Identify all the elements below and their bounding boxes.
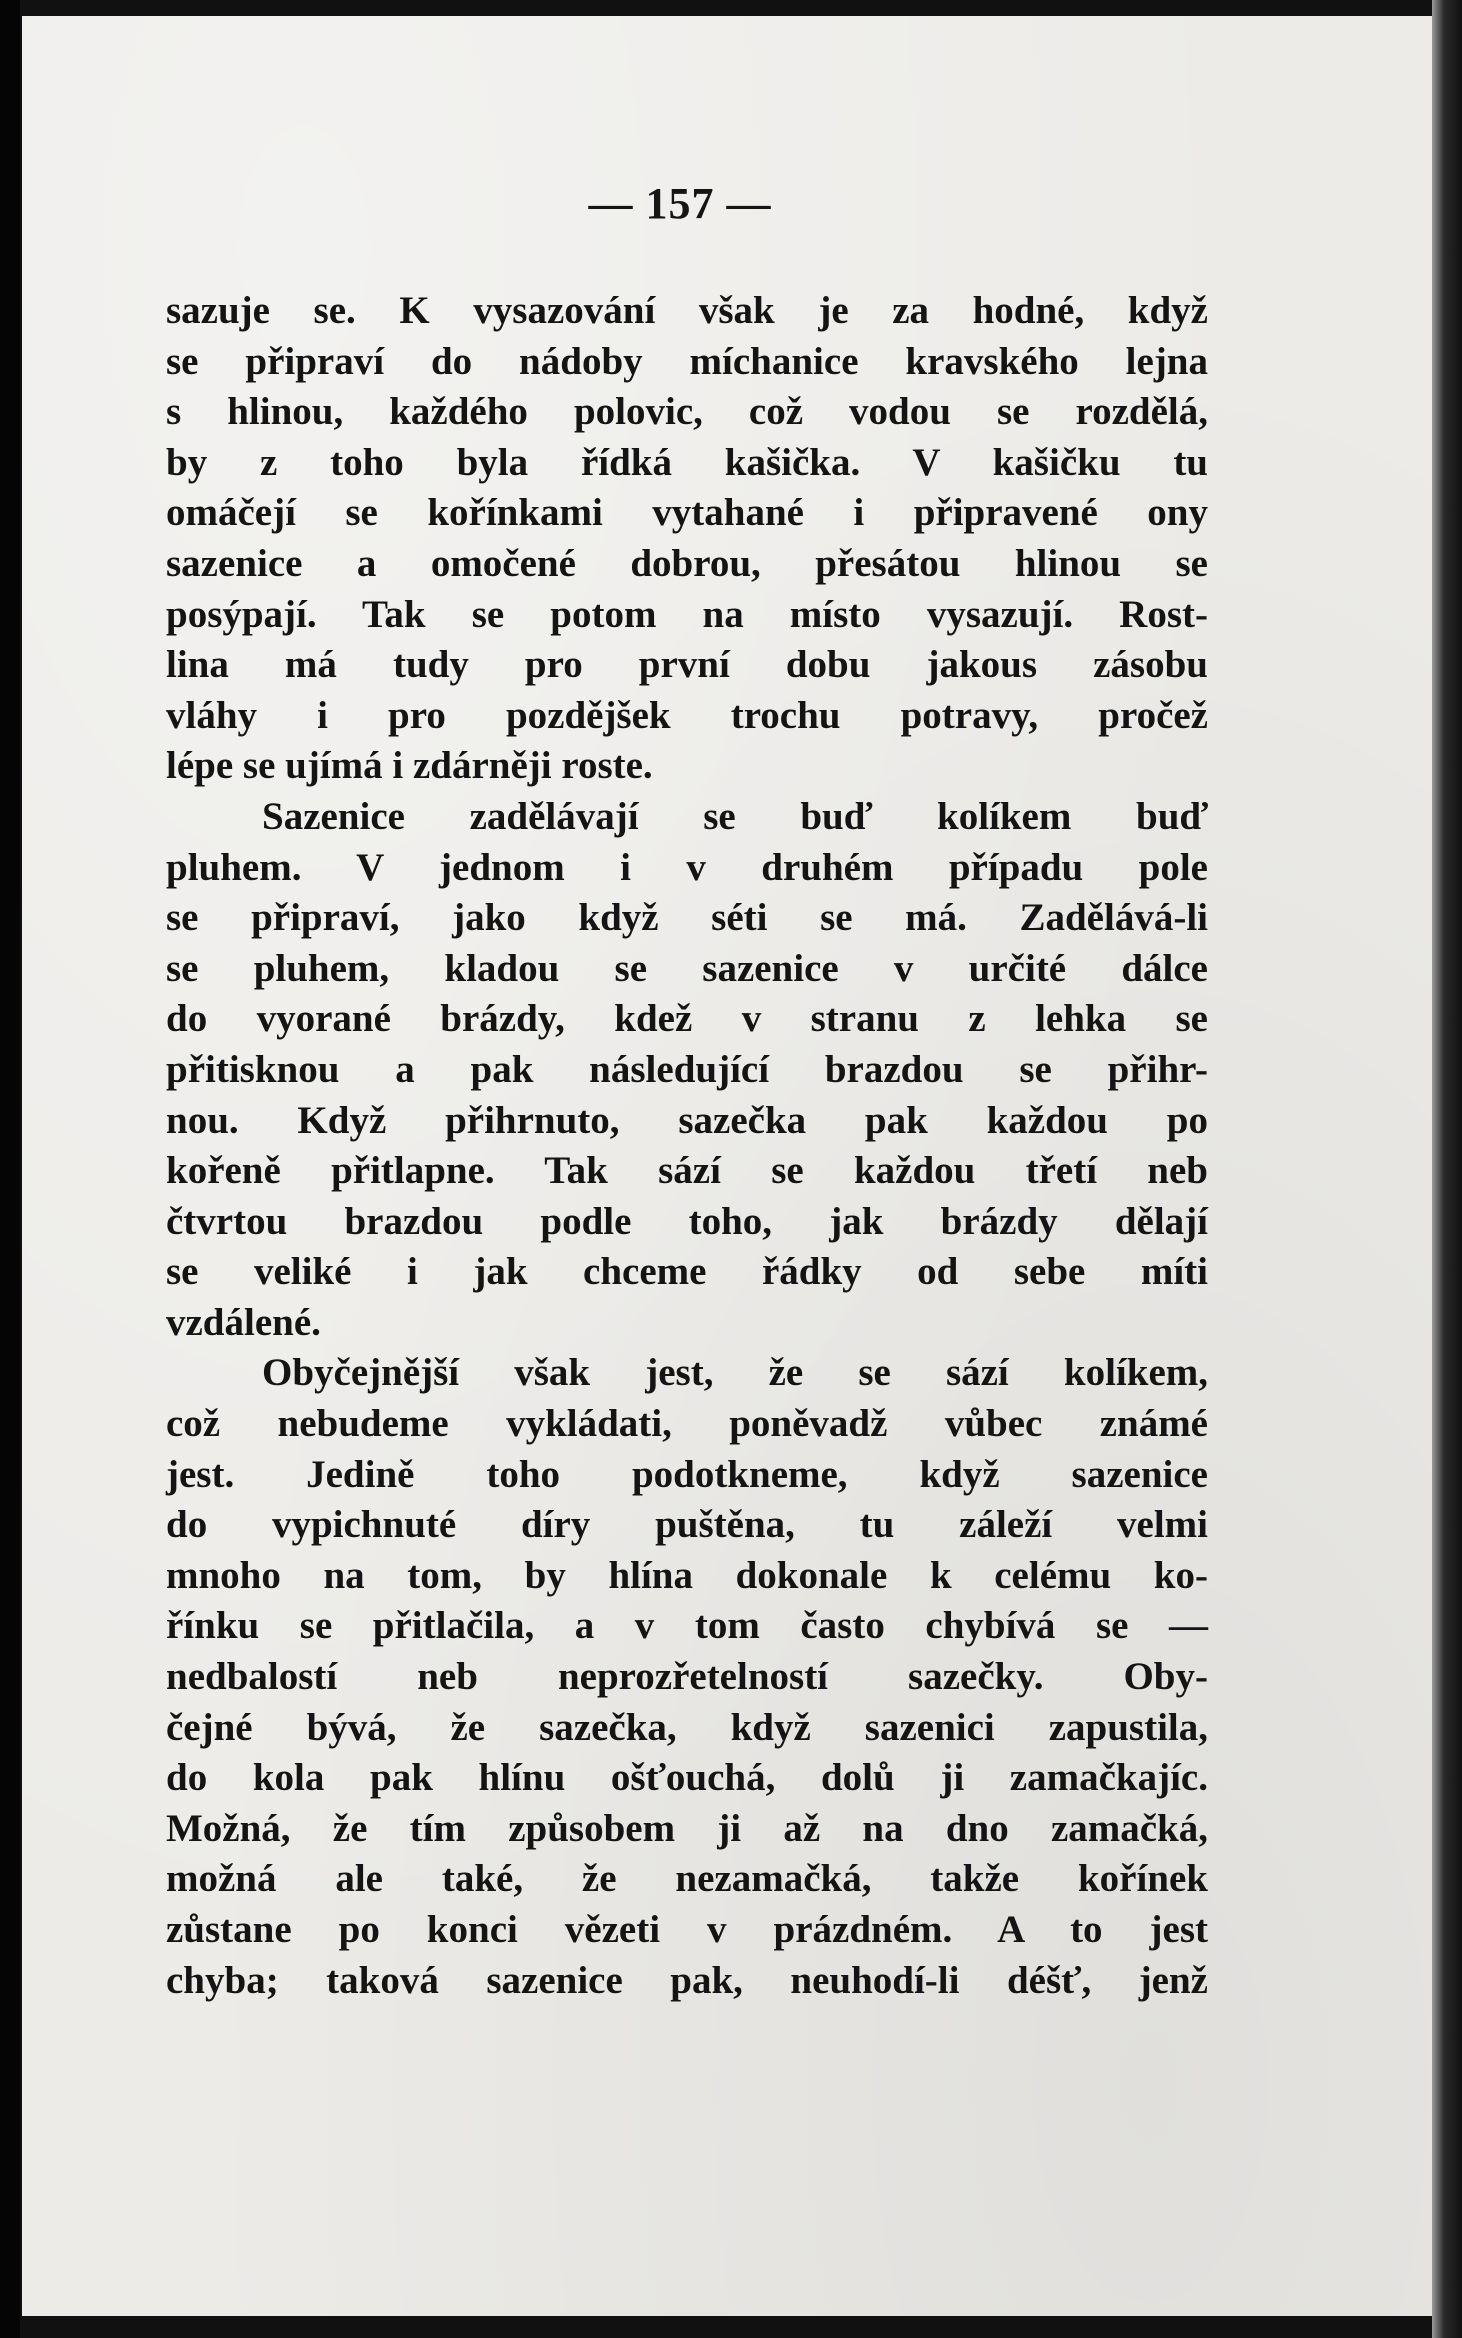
text-line: by z toho byla řídká kašička. V kašičku tu <box>166 440 1208 484</box>
text-line: pluhem. V jednom i v druhém případu pole <box>166 845 1208 889</box>
text-line: nedbalostí neb neprozřetelností sazečky. Oby- <box>166 1655 1208 1699</box>
text-line: lépe se ujímá i zdárněji roste. <box>166 744 653 788</box>
text-line: čejné bývá, že sazečka, když sazenici zapustila, <box>166 1705 1208 1749</box>
text-line: Obyčejnější však jest, že se sází kolíkem, <box>262 1351 1208 1395</box>
paragraph <box>166 1348 1208 2006</box>
text-line: vzdálené. <box>166 1300 321 1344</box>
text-line: s hlinou, každého polovic, což vodou se rozdělá, <box>166 390 1208 434</box>
text-line: mnoho na tom, by hlína dokonale k celému ko- <box>166 1553 1208 1597</box>
text-line: se veliké i jak chceme řádky od sebe míti <box>166 1250 1208 1294</box>
text-line: kořeně přitlapne. Tak sází se každou třetí neb <box>166 1149 1208 1193</box>
text-line: možná ale také, že nezamačká, takže kořínek <box>166 1857 1208 1901</box>
text-line: do vyorané brázdy, kdež v stranu z lehka se <box>166 997 1208 1041</box>
text-line: do vypichnuté díry puštěna, tu záleží velmi <box>166 1503 1208 1547</box>
text-line: do kola pak hlínu ošťouchá, dolů ji zamačkajíc. <box>166 1756 1208 1800</box>
text-line: se připraví, jako když séti se má. Zadělává-li <box>166 896 1208 940</box>
text-line: se pluhem, kladou se sazenice v určité dálce <box>166 946 1208 990</box>
text-line: čtvrtou brazdou podle toho, jak brázdy dělají <box>166 1199 1208 1243</box>
text-line: sazuje se. K vysazování však je za hodné, když <box>166 289 1208 332</box>
binding-shadow <box>0 0 20 2338</box>
text-line: omáčejí se kořínkami vytahané i připravené ony <box>166 491 1208 535</box>
text-line: posýpají. Tak se potom na místo vysazují. Rost- <box>166 592 1208 636</box>
text-line: sazenice a omočené dobrou, přesátou hlinou se <box>166 541 1208 585</box>
page-edge <box>1432 0 1462 2338</box>
text-line: nou. Když přihrnuto, sazečka pak každou po <box>166 1098 1208 1142</box>
paragraph <box>166 286 1208 792</box>
text-line: přitisknou a pak následující brazdou se přihr- <box>166 1047 1208 1091</box>
text-line: řínku se přitlačila, a v tom často chybívá se — <box>166 1604 1208 1648</box>
text-line: chyba; taková sazenice pak, neuhodí-li déšť, jenž <box>166 1958 1208 2002</box>
text-line: zůstane po konci vězeti v prázdném. A to jest <box>166 1908 1208 1951</box>
text-line: vláhy i pro pozdějšek trochu potravy, pročež <box>166 693 1208 737</box>
page-number: — 157 — <box>588 179 772 228</box>
text-line: Možná, že tím způsobem ji až na dno zamačká, <box>166 1806 1208 1850</box>
text-line: lina má tudy pro první dobu jakous zásobu <box>166 643 1208 687</box>
text-line: což nebudeme vykládati, poněvadž vůbec známé <box>166 1402 1208 1446</box>
text-line: jest. Jedině toho podotkneme, když sazenice <box>166 1452 1208 1496</box>
paragraph <box>166 792 1208 1349</box>
page-body <box>166 286 1208 2006</box>
text-line: se připraví do nádoby míchanice kravského lejna <box>166 339 1208 383</box>
text-line: Sazenice zadělávají se buď kolíkem buď <box>262 794 1208 838</box>
